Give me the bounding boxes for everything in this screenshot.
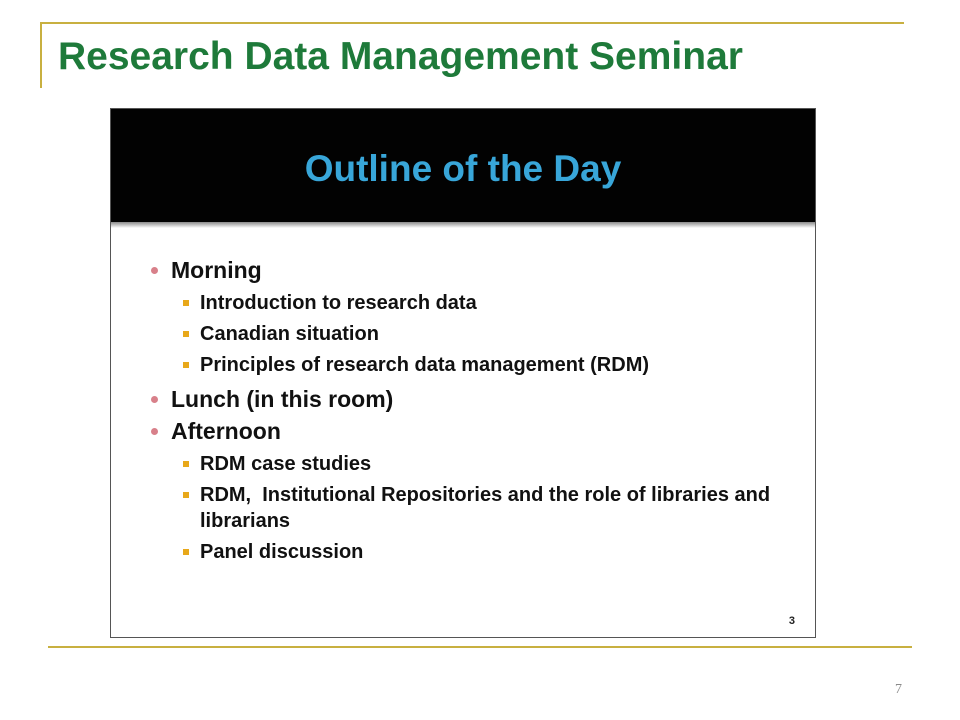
outline-section-morning xyxy=(149,254,789,286)
item-label: RDM, Institutional Repositories and the role of libraries and librarians xyxy=(200,484,776,532)
item-label: RDM case studies xyxy=(200,453,372,475)
outline-item xyxy=(149,321,789,347)
outline-item xyxy=(149,451,789,477)
item-label: Panel discussion xyxy=(200,541,364,563)
round-bullet-icon xyxy=(151,396,158,403)
outline-item xyxy=(149,539,789,565)
frame-left-rule xyxy=(40,22,42,88)
item-label: Canadian situation xyxy=(200,323,379,345)
section-label: Afternoon xyxy=(171,418,281,444)
outline-item xyxy=(149,290,789,316)
outline-item xyxy=(149,352,789,378)
slide-header xyxy=(111,109,815,222)
section-label: Morning xyxy=(171,257,262,283)
slide-number: 3 xyxy=(788,615,795,627)
outline-item xyxy=(149,482,789,534)
square-bullet-icon xyxy=(183,331,189,337)
page-number: 7 xyxy=(895,682,902,697)
slide-title: Outline of the Day xyxy=(304,148,622,189)
round-bullet-icon xyxy=(151,267,158,274)
item-label: Principles of research data management (RDM) xyxy=(200,354,650,376)
square-bullet-icon xyxy=(183,549,189,555)
page-title: Research Data Management Seminar xyxy=(58,35,743,78)
square-bullet-icon xyxy=(183,362,189,368)
slide-image xyxy=(110,108,816,638)
outline-section-afternoon xyxy=(149,415,789,447)
item-label: Introduction to research data xyxy=(200,292,477,314)
section-label: Lunch (in this room) xyxy=(171,386,394,412)
round-bullet-icon xyxy=(151,428,158,435)
frame-top-rule xyxy=(40,22,904,24)
outline-section-lunch xyxy=(149,383,789,415)
outline-list xyxy=(149,254,789,570)
square-bullet-icon xyxy=(183,492,189,498)
square-bullet-icon xyxy=(183,300,189,306)
footer-rule xyxy=(48,646,912,648)
square-bullet-icon xyxy=(183,461,189,467)
